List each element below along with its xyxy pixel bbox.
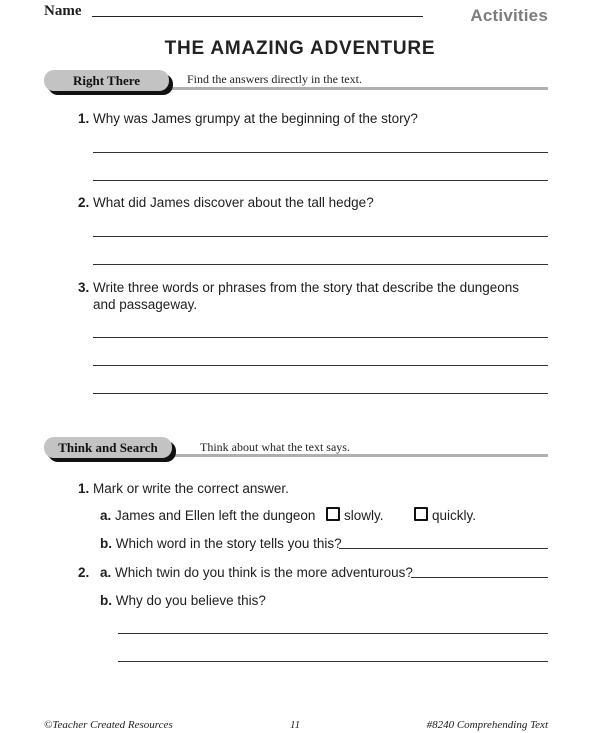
option-quickly[interactable]: [414, 507, 476, 525]
right-there-label: Right There: [44, 70, 169, 91]
sub-text: Which word in the story tells you this?: [115, 536, 342, 551]
question-number: 1.: [78, 481, 90, 496]
question-text: Why was James grumpy at the beginning of the story?: [93, 111, 418, 126]
question-2: [78, 194, 374, 212]
answer-line[interactable]: [93, 152, 548, 153]
answer-line[interactable]: [118, 633, 548, 634]
ts-question-2a: [100, 564, 413, 582]
answer-line[interactable]: [93, 365, 548, 366]
ts-question-1a: [100, 507, 315, 525]
question-text: What did James discover about the tall hedge?: [93, 195, 374, 210]
checkbox[interactable]: [326, 507, 340, 521]
answer-line[interactable]: [93, 264, 548, 265]
sub-text: Which twin do you think is the more adventurous?: [115, 565, 413, 580]
question-1: [78, 110, 418, 128]
footer-publisher: ©Teacher Created Resources: [44, 719, 173, 731]
sub-letter: b.: [100, 593, 112, 608]
answer-line[interactable]: [93, 180, 548, 181]
ts-question-2b: [100, 592, 266, 610]
question-number: 1.: [78, 111, 90, 126]
think-search-description: Think about what the text says.: [200, 440, 350, 454]
question-number: 2.: [78, 565, 90, 580]
right-there-description: Find the answers directly in the text.: [187, 72, 362, 86]
section-label-activities: Activities: [470, 6, 548, 25]
page-title: THE AMAZING ADVENTURE: [164, 38, 436, 59]
answer-line[interactable]: [118, 661, 548, 662]
option-label: slowly.: [344, 508, 384, 523]
question-number: 3.: [78, 280, 90, 295]
name-label: Name: [44, 3, 82, 19]
ts-question-2: [78, 564, 89, 582]
sub-letter: a.: [100, 565, 112, 580]
question-3-continued: and passageway.: [93, 297, 198, 312]
footer-page-number: 11: [290, 719, 301, 731]
ts-question-1: [78, 480, 289, 498]
answer-line[interactable]: [411, 577, 548, 578]
question-text: Write three words or phrases from the story that describe the dungeons: [93, 280, 519, 295]
question-text: Mark or write the correct answer.: [93, 481, 289, 496]
question-3: [78, 279, 519, 297]
option-slowly[interactable]: [326, 507, 384, 525]
question-number: 2.: [78, 195, 90, 210]
answer-line[interactable]: [93, 337, 548, 338]
answer-line[interactable]: [93, 393, 548, 394]
sub-letter: b.: [100, 536, 112, 551]
think-search-label: Think and Search: [44, 437, 172, 458]
ts-question-1b: [100, 535, 342, 553]
answer-line[interactable]: [339, 548, 548, 549]
checkbox[interactable]: [414, 507, 428, 521]
footer-book-title: #8240 Comprehending Text: [426, 719, 548, 731]
sub-letter: a.: [100, 508, 112, 523]
name-answer-line[interactable]: [92, 16, 423, 17]
option-label: quickly.: [432, 508, 477, 523]
sub-text: Why do you believe this?: [115, 593, 266, 608]
answer-line[interactable]: [93, 236, 548, 237]
sub-text: James and Ellen left the dungeon: [115, 508, 316, 523]
